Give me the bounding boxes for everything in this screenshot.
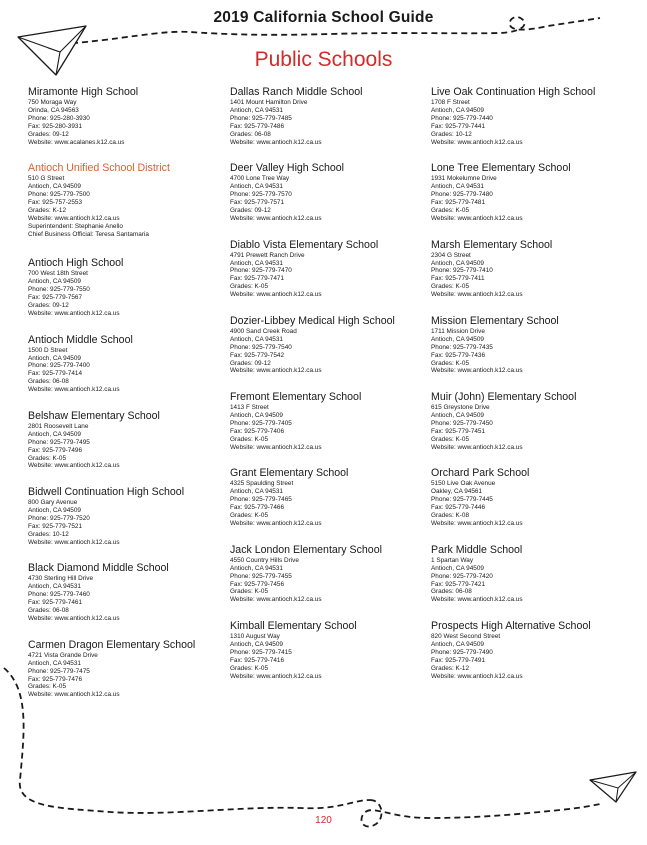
school-detail: Antioch, CA 94509 bbox=[431, 564, 484, 572]
school-detail: 1500 D Street bbox=[28, 346, 68, 354]
school-detail: Fax: 925-779-7542 bbox=[230, 351, 285, 359]
school-website: Website: www.antioch.k12.ca.us bbox=[28, 538, 120, 546]
school-detail: Fax: 925-779-7446 bbox=[431, 504, 486, 512]
school-entry bbox=[230, 315, 435, 391]
school-detail: Antioch, CA 94531 bbox=[28, 659, 81, 667]
school-detail: Antioch, CA 94531 bbox=[230, 488, 283, 496]
school-detail: Antioch, CA 94509 bbox=[28, 430, 81, 438]
school-detail: 1711 Mission Drive bbox=[431, 327, 485, 335]
school-column-2 bbox=[230, 86, 435, 696]
school-website: Website: www.antioch.k12.ca.us bbox=[230, 520, 322, 528]
school-name: Antioch Unified School District bbox=[28, 162, 170, 175]
school-detail: Fax: 925-779-7406 bbox=[230, 427, 285, 435]
school-detail: Antioch, CA 94509 bbox=[431, 259, 484, 267]
school-detail: Phone: 925-779-7445 bbox=[431, 496, 493, 504]
school-detail: Grades: 09-12 bbox=[28, 301, 69, 309]
school-detail: Fax: 925-779-7441 bbox=[431, 122, 486, 130]
school-detail: Fax: 925-779-7476 bbox=[28, 675, 83, 683]
school-detail: Grades: K-05 bbox=[230, 664, 269, 672]
school-name: Antioch High School bbox=[28, 257, 124, 270]
school-detail: Fax: 925-779-7456 bbox=[230, 580, 285, 588]
school-name: Lone Tree Elementary School bbox=[431, 162, 571, 175]
school-detail: Phone: 925-779-7450 bbox=[431, 420, 493, 427]
school-detail: Grades: 06-08 bbox=[431, 588, 472, 596]
school-detail: Grades: 10-12 bbox=[431, 130, 472, 138]
school-detail: Grades: K-12 bbox=[431, 664, 470, 672]
school-detail: Phone: 925-779-7410 bbox=[431, 267, 493, 275]
school-detail: 1413 F Street bbox=[230, 404, 269, 412]
school-detail: Fax: 925-779-7451 bbox=[431, 427, 486, 435]
school-detail: Grades: K-05 bbox=[230, 283, 269, 291]
school-name: Prospects High Alternative School bbox=[431, 620, 591, 633]
school-column-3 bbox=[431, 86, 636, 696]
school-detail: Phone: 925-779-7480 bbox=[431, 191, 493, 199]
school-entry bbox=[28, 639, 233, 715]
school-detail: Antioch, CA 94509 bbox=[431, 412, 484, 420]
school-website: Website: www.antioch.k12.ca.us bbox=[28, 386, 120, 394]
school-name: Grant Elementary School bbox=[230, 467, 349, 480]
school-detail: Antioch, CA 94531 bbox=[230, 106, 283, 114]
school-detail: 1310 August Way bbox=[230, 633, 280, 641]
school-website: Website: www.antioch.k12.ca.us bbox=[431, 596, 523, 604]
school-detail: Phone: 925-779-7500 bbox=[28, 191, 90, 199]
school-detail: Antioch, CA 94509 bbox=[28, 507, 81, 515]
school-entry bbox=[28, 486, 233, 562]
school-entry bbox=[431, 86, 636, 162]
school-name: Dozier-Libbey Medical High School bbox=[230, 314, 395, 327]
school-entry bbox=[28, 162, 233, 257]
school-name: Bidwell Continuation High School bbox=[28, 486, 185, 499]
school-detail: Grades: K-12 bbox=[28, 206, 67, 214]
school-detail: 750 Moraga Way bbox=[28, 99, 77, 106]
page-number: 120 bbox=[315, 815, 332, 826]
school-entry bbox=[230, 620, 435, 696]
school-detail: Antioch, CA 94509 bbox=[28, 278, 81, 286]
school-entry bbox=[230, 239, 435, 315]
school-detail: Grades: K-05 bbox=[28, 454, 67, 462]
school-detail: 800 Gary Avenue bbox=[28, 499, 78, 507]
school-website: Website: www.antioch.k12.ca.us bbox=[230, 596, 322, 604]
school-name: Deer Valley High School bbox=[230, 162, 345, 175]
school-detail: Fax: 925-779-7496 bbox=[28, 446, 83, 454]
school-detail: Grades: 09-12 bbox=[230, 206, 271, 214]
school-website: Website: www.antioch.k12.ca.us bbox=[230, 367, 322, 375]
school-website: Website: www.antioch.k12.ca.us bbox=[230, 138, 322, 146]
school-detail: 4325 Spaulding Street bbox=[230, 480, 294, 488]
school-detail: Fax: 925-779-7481 bbox=[431, 199, 486, 207]
school-detail: Oakley, CA 94561 bbox=[431, 488, 483, 496]
school-website: Website: www.antioch.k12.ca.us bbox=[28, 214, 120, 222]
school-detail: Fax: 925-779-7471 bbox=[230, 275, 285, 283]
school-detail: Superintendent: Stephanie Anello bbox=[28, 222, 123, 230]
school-detail: Fax: 925-779-7421 bbox=[431, 580, 486, 588]
school-entry bbox=[431, 467, 636, 543]
school-name: Carmen Dragon Elementary School bbox=[28, 638, 196, 651]
school-detail: Chief Business Official: Teresa Santamaria bbox=[28, 230, 149, 238]
school-detail: Grades: K-05 bbox=[230, 435, 269, 443]
school-detail: Phone: 925-779-7435 bbox=[431, 343, 493, 351]
school-detail: Phone: 925-779-7465 bbox=[230, 496, 292, 504]
school-website: Website: www.antioch.k12.ca.us bbox=[28, 462, 120, 470]
section-title: Public Schools bbox=[254, 48, 393, 71]
school-website: Website: www.antioch.k12.ca.us bbox=[230, 291, 322, 299]
school-name: Live Oak Continuation High School bbox=[431, 86, 596, 98]
paper-airplane-icon bbox=[590, 772, 636, 802]
school-name: Dallas Ranch Middle School bbox=[230, 86, 363, 98]
school-detail: Grades: K-05 bbox=[230, 512, 269, 520]
school-name: Belshaw Elementary School bbox=[28, 409, 160, 422]
school-detail: Antioch, CA 94509 bbox=[28, 183, 81, 191]
school-entry bbox=[28, 334, 233, 410]
school-detail: 4730 Sterling Hill Drive bbox=[28, 575, 93, 583]
school-website: Website: www.antioch.k12.ca.us bbox=[28, 615, 120, 623]
school-detail: Phone: 925-779-7455 bbox=[230, 572, 292, 580]
school-detail: Fax: 925-779-7461 bbox=[28, 599, 83, 607]
school-website: Website: www.antioch.k12.ca.us bbox=[431, 443, 523, 451]
school-name: Orchard Park School bbox=[431, 467, 530, 480]
school-detail: Fax: 925-280-3931 bbox=[28, 122, 83, 130]
school-name: Antioch Middle School bbox=[28, 333, 133, 346]
school-detail: Fax: 925-779-7436 bbox=[431, 351, 486, 359]
school-website: Website: www.antioch.k12.ca.us bbox=[431, 214, 523, 222]
school-name: Jack London Elementary School bbox=[230, 543, 382, 556]
school-name: Fremont Elementary School bbox=[230, 391, 362, 404]
school-detail: Antioch, CA 94509 bbox=[28, 354, 81, 362]
school-website: Website: www.antioch.k12.ca.us bbox=[431, 520, 523, 528]
school-detail: Antioch, CA 94531 bbox=[230, 335, 283, 343]
school-entry bbox=[230, 162, 435, 238]
school-detail: 510 G Street bbox=[28, 175, 65, 183]
school-entry bbox=[28, 86, 233, 162]
school-detail: Fax: 925-779-7491 bbox=[431, 656, 486, 664]
school-detail: 4900 Sand Creek Road bbox=[230, 327, 297, 335]
school-website: Website: www.acalanes.k12.ca.us bbox=[28, 138, 125, 146]
school-entry bbox=[230, 544, 435, 620]
school-detail: Grades: 06-08 bbox=[28, 378, 69, 386]
school-detail: Fax: 925-779-7414 bbox=[28, 370, 83, 378]
school-detail: Phone: 925-779-7415 bbox=[230, 648, 292, 656]
school-detail: 2304 G Street bbox=[431, 251, 471, 259]
school-detail: 1931 Mokelumne Drive bbox=[431, 175, 497, 183]
school-entry bbox=[431, 162, 636, 238]
school-entry bbox=[431, 239, 636, 315]
school-detail: Phone: 925-779-7440 bbox=[431, 114, 493, 122]
school-website: Website: www.antioch.k12.ca.us bbox=[431, 291, 523, 299]
school-entry bbox=[431, 544, 636, 620]
school-detail: Phone: 925-779-7420 bbox=[431, 572, 493, 580]
school-detail: 615 Greystone Drive bbox=[431, 404, 490, 412]
school-detail: Phone: 925-779-7570 bbox=[230, 191, 292, 199]
school-detail: 2801 Roosevelt Lane bbox=[28, 422, 89, 430]
school-website: Website: www.antioch.k12.ca.us bbox=[28, 691, 120, 699]
school-detail: 1401 Mount Hamilton Drive bbox=[230, 99, 308, 106]
school-name: Park Middle School bbox=[431, 543, 523, 556]
school-detail: Phone: 925-779-7400 bbox=[28, 362, 90, 370]
school-detail: 1 Spartan Way bbox=[431, 556, 474, 564]
school-website: Website: www.antioch.k12.ca.us bbox=[431, 672, 523, 680]
school-name: Diablo Vista Elementary School bbox=[230, 238, 379, 251]
school-detail: 4550 Country Hills Drive bbox=[230, 556, 299, 564]
school-detail: Phone: 925-779-7490 bbox=[431, 648, 493, 656]
school-detail: Phone: 925-779-7540 bbox=[230, 343, 292, 351]
school-detail: Antioch, CA 94509 bbox=[230, 412, 283, 420]
school-entry bbox=[28, 257, 233, 333]
school-detail: Grades: 10-12 bbox=[28, 530, 69, 538]
school-entry bbox=[230, 86, 435, 162]
school-entry bbox=[28, 562, 233, 638]
school-detail: Phone: 925-779-7470 bbox=[230, 267, 292, 275]
school-detail: 700 West 18th Street bbox=[28, 270, 88, 278]
school-website: Website: www.antioch.k12.ca.us bbox=[28, 309, 120, 317]
school-name: Black Diamond Middle School bbox=[28, 562, 169, 575]
school-detail: Fax: 925-779-7521 bbox=[28, 522, 83, 530]
school-detail: 820 West Second Street bbox=[431, 633, 501, 641]
school-website: Website: www.antioch.k12.ca.us bbox=[431, 138, 523, 146]
school-website: Website: www.antioch.k12.ca.us bbox=[230, 214, 322, 222]
school-detail: Grades: K-05 bbox=[28, 683, 67, 691]
school-detail: Antioch, CA 94509 bbox=[431, 106, 484, 114]
school-detail: 5150 Live Oak Avenue bbox=[431, 480, 496, 488]
school-entry bbox=[28, 410, 233, 486]
school-detail: Phone: 925-280-3930 bbox=[28, 114, 90, 122]
school-detail: Grades: 09-12 bbox=[230, 359, 271, 367]
school-detail: Phone: 925-779-7475 bbox=[28, 667, 90, 675]
school-entry bbox=[230, 467, 435, 543]
school-detail: Phone: 925-779-7460 bbox=[28, 591, 90, 599]
school-column-1 bbox=[28, 86, 233, 715]
school-name: Muir (John) Elementary School bbox=[431, 391, 577, 404]
school-website: Website: www.antioch.k12.ca.us bbox=[431, 367, 523, 375]
school-detail: Grades: K-05 bbox=[431, 283, 470, 291]
school-detail: Antioch, CA 94531 bbox=[230, 564, 283, 572]
school-entry bbox=[431, 620, 636, 696]
school-detail: Phone: 925-779-7485 bbox=[230, 114, 292, 122]
school-detail: Grades: K-05 bbox=[431, 435, 470, 443]
school-detail: Grades: K-05 bbox=[230, 588, 269, 596]
school-entry bbox=[431, 391, 636, 467]
school-detail: 1708 F Street bbox=[431, 99, 470, 106]
school-detail: Fax: 925-779-7567 bbox=[28, 294, 83, 302]
school-detail: Fax: 925-757-2553 bbox=[28, 199, 83, 207]
school-detail: 4791 Prewett Ranch Drive bbox=[230, 251, 305, 259]
school-entry bbox=[230, 391, 435, 467]
school-detail: Fax: 925-779-7416 bbox=[230, 656, 285, 664]
school-detail: Grades: 06-08 bbox=[28, 607, 69, 615]
school-name: Miramonte High School bbox=[28, 86, 139, 98]
school-detail: Antioch, CA 94531 bbox=[230, 183, 283, 191]
school-name: Kimball Elementary School bbox=[230, 620, 357, 633]
school-website: Website: www.antioch.k12.ca.us bbox=[230, 672, 322, 680]
school-detail: Orinda, CA 94563 bbox=[28, 106, 79, 114]
school-detail: Antioch, CA 94509 bbox=[431, 640, 484, 648]
school-detail: Fax: 925-779-7486 bbox=[230, 122, 285, 130]
school-detail: 4700 Lone Tree Way bbox=[230, 175, 290, 183]
school-detail: Fax: 925-779-7411 bbox=[431, 275, 485, 283]
school-detail: Phone: 925-779-7550 bbox=[28, 286, 90, 294]
school-detail: Grades: K-05 bbox=[431, 359, 470, 367]
school-detail: Grades: K-05 bbox=[431, 206, 470, 214]
school-entry bbox=[431, 315, 636, 391]
school-detail: Fax: 925-779-7571 bbox=[230, 199, 285, 207]
school-detail: Grades: 09-12 bbox=[28, 130, 69, 138]
school-detail: Fax: 925-779-7466 bbox=[230, 504, 285, 512]
school-website: Website: www.antioch.k12.ca.us bbox=[230, 443, 322, 451]
school-detail: Antioch, CA 94531 bbox=[28, 583, 81, 591]
school-name: Mission Elementary School bbox=[431, 314, 559, 327]
school-detail: Grades: K-08 bbox=[431, 512, 470, 520]
school-name: Marsh Elementary School bbox=[431, 238, 553, 251]
school-detail: Phone: 925-779-7405 bbox=[230, 420, 292, 427]
school-detail: Phone: 925-779-7520 bbox=[28, 515, 90, 522]
school-detail: Phone: 925-779-7495 bbox=[28, 438, 90, 446]
school-detail: Antioch, CA 94509 bbox=[230, 640, 283, 648]
school-detail: 4721 Vista Grande Drive bbox=[28, 651, 98, 659]
guide-title: 2019 California School Guide bbox=[213, 9, 434, 26]
school-detail: Antioch, CA 94531 bbox=[230, 259, 283, 267]
school-detail: Antioch, CA 94509 bbox=[431, 335, 484, 343]
school-detail: Grades: 06-08 bbox=[230, 130, 271, 138]
school-detail: Antioch, CA 94531 bbox=[431, 183, 484, 191]
